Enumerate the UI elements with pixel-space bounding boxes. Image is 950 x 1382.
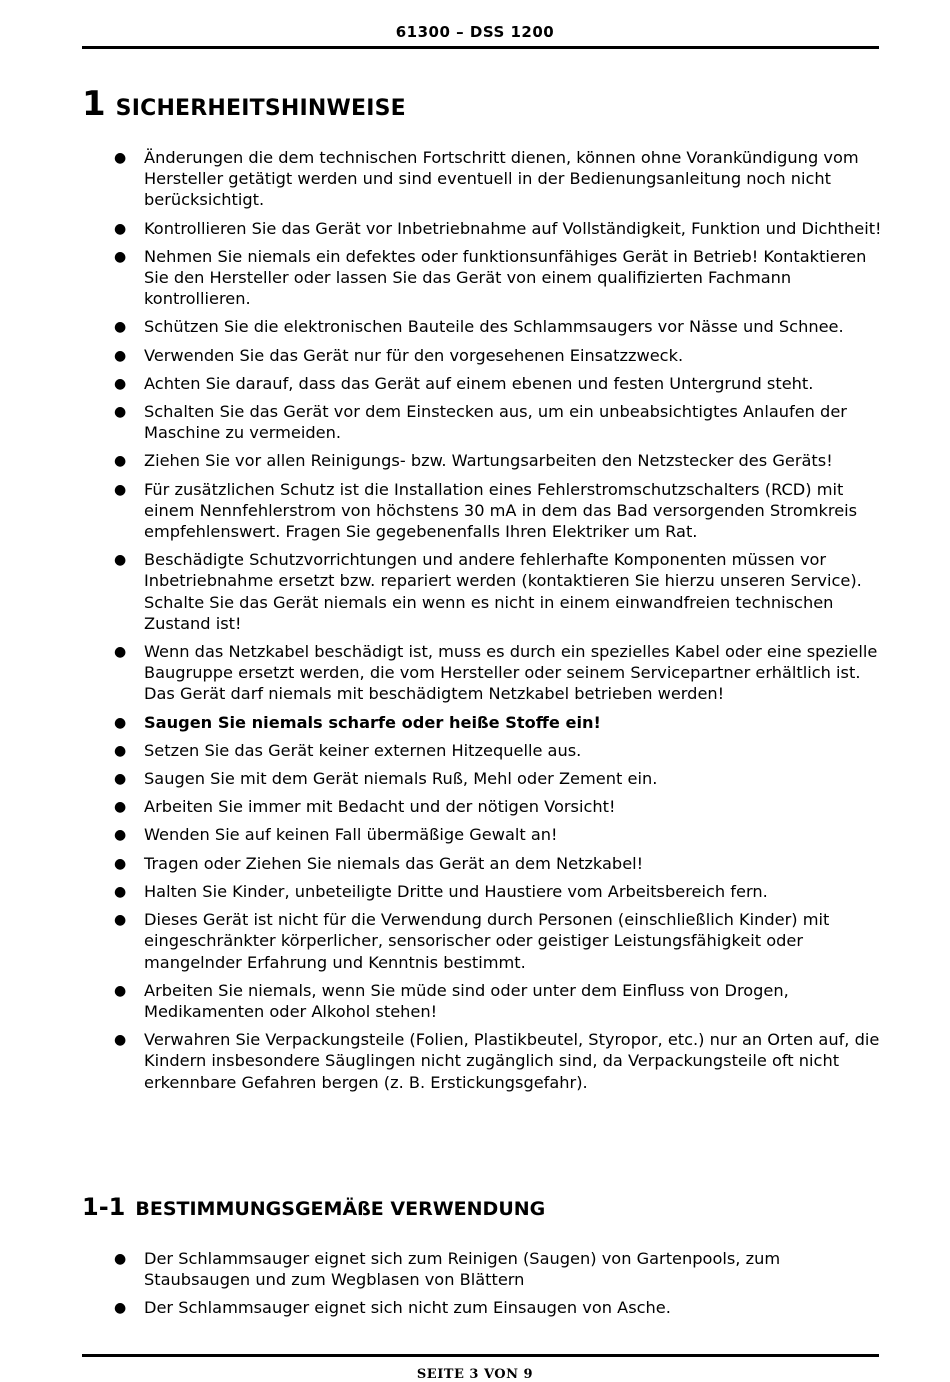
list-item-warning: ● Saugen Sie niemals scharfe oder heiße Stoffe ein!: [82, 712, 882, 733]
list-item: ● Halten Sie Kinder, unbeteiligte Dritte und Haustiere vom Arbeitsbereich fern.: [82, 881, 882, 902]
bullet-icon: ●: [114, 347, 127, 364]
bullet-icon: ●: [114, 982, 127, 999]
list-item: ● Tragen oder Ziehen Sie niemals das Gerät an dem Netzkabel!: [82, 853, 882, 874]
list-item: ● Achten Sie darauf, dass das Gerät auf einem ebenen und festen Untergrund steht.: [82, 373, 882, 394]
list-item: ● Kontrollieren Sie das Gerät vor Inbetriebnahme auf Vollständigkeit, Funktion und Dichtheit!: [82, 218, 882, 239]
section-title: SICHERHEITSHINWEISE: [115, 96, 406, 121]
bullet-icon: ●: [114, 771, 127, 788]
section-number: 1: [82, 84, 106, 124]
list-item: ● Verwenden Sie das Gerät nur für den vorgesehenen Einsatzzweck.: [82, 345, 882, 366]
page-number: SEITE 3 VON 9: [416, 1367, 534, 1382]
header-rule: [82, 46, 879, 49]
subsection-number: 1-1: [82, 1193, 126, 1221]
list-item: ● Änderungen die dem technischen Fortschritt dienen, können ohne Vorankündigung vom Hersteller getätigt werden und sind eventuell in der Bedienungsanleitung noch nicht berücksichtigt.: [114, 148, 859, 210]
list-item: ● Saugen Sie mit dem Gerät niemals Ruß, Mehl oder Zement ein.: [82, 768, 882, 789]
bullet-icon: ●: [114, 248, 127, 265]
bullet-icon: ●: [114, 799, 127, 816]
section-heading: [82, 84, 406, 124]
list-item: ● Arbeiten Sie immer mit Bedacht und der nötigen Vorsicht!: [82, 796, 882, 817]
bullet-icon: ●: [114, 827, 127, 844]
safety-list: [82, 147, 882, 1100]
list-item: ● Schützen Sie die elektronischen Bauteile des Schlammsaugers vor Nässe und Schnee.: [82, 316, 882, 337]
bullet-icon: ●: [114, 375, 127, 392]
list-item: ● Beschädigte Schutzvorrichtungen und andere fehlerhafte Komponenten müssen vor Inbetriebnahme ersetzt bzw. repariert werden (kontaktieren Sie hierzu unseren Service). Schalte Sie das Gerät niemals ein wenn es nicht in einem einwandfreien technischen Zustand ist!: [114, 550, 862, 633]
bullet-icon: ●: [114, 912, 127, 929]
usage-list: [82, 1248, 882, 1326]
footer-rule: [82, 1354, 879, 1357]
bullet-icon: ●: [114, 150, 127, 166]
list-item: ● Wenden Sie auf keinen Fall übermäßige Gewalt an!: [82, 824, 882, 845]
bullet-icon: ●: [114, 1251, 127, 1267]
list-item: ● Arbeiten Sie niemals, wenn Sie müde sind oder unter dem Einfluss von Drogen, Medikamenten oder Alkohol stehen!: [114, 980, 789, 1021]
bullet-icon: ●: [114, 714, 127, 731]
bullet-icon: ●: [114, 1032, 127, 1049]
list-item: ● Nehmen Sie niemals ein defektes oder funktionsunfähiges Gerät in Betrieb! Kontaktieren Sie den Hersteller oder lassen Sie das Gerät von einem qualifizierten Fachmann kontrollieren.: [114, 246, 867, 309]
list-item: ● Der Schlammsauger eignet sich nicht zum Einsaugen von Asche.: [82, 1297, 882, 1318]
list-item: ● Für zusätzlichen Schutz ist die Installation eines Fehlerstromschutzschalters (RCD) mit einem Nennfehlerstrom von höchstens 30 mA in dem das Bad versorgenden Stromkreis empfehlenswert. Fragen Sie gegebenenfalls Ihren Elektriker um Rat.: [114, 479, 858, 542]
bullet-icon: ●: [114, 742, 127, 759]
list-item: ● Der Schlammsauger eignet sich zum Reinigen (Saugen) von Gartenpools, zum Staubsaugen und zum Wegblasen von Blättern: [114, 1249, 781, 1290]
bullet-icon: ●: [114, 453, 127, 470]
bullet-icon: ●: [114, 481, 127, 498]
list-item: ● Setzen Sie das Gerät keiner externen Hitzequelle aus.: [82, 740, 882, 761]
list-item: ● Dieses Gerät ist nicht für die Verwendung durch Personen (einschließlich Kinder) mit eingeschränkter körperlicher, sensorischer oder geistiger Leistungsfähigkeit oder mangelnder Erfahrung und Kenntnis bestimmt.: [114, 910, 830, 972]
list-item: ● Verwahren Sie Verpackungsteile (Folien, Plastikbeutel, Styropor, etc.) nur an Orten auf, die Kindern insbesondere Säuglingen nicht zugänglich sind, da Verpackungsteile oft nicht erkennbare Gefahren bergen (z. B. Erstickungsgefahr).: [114, 1030, 880, 1092]
subsection-heading: [82, 1193, 545, 1221]
list-item: ● Ziehen Sie vor allen Reinigungs- bzw. Wartungsarbeiten den Netzstecker des Geräts!: [82, 450, 882, 471]
list-item: ● Wenn das Netzkabel beschädigt ist, muss es durch ein spezielles Kabel oder eine spezielle Baugruppe ersetzt werden, die vom Hersteller oder seinem Servicepartner erhältlich ist. Das Gerät darf niemals mit beschädigtem Netzkabel betrieben werden!: [114, 642, 878, 704]
bullet-icon: ●: [114, 220, 127, 237]
bullet-icon: ●: [114, 883, 127, 900]
bullet-icon: ●: [114, 552, 127, 569]
bullet-icon: ●: [114, 404, 127, 421]
subsection-title: BESTIMMUNGSGEMÄßE VERWENDUNG: [135, 1198, 546, 1220]
bullet-icon: ●: [114, 1300, 127, 1317]
list-item: ● Schalten Sie das Gerät vor dem Einstecken aus, um ein unbeabsichtigtes Anlaufen der Maschine zu vermeiden.: [114, 402, 847, 443]
bullet-icon: ●: [114, 855, 127, 872]
page-header: 61300 – DSS 1200: [395, 23, 555, 41]
bullet-icon: ●: [114, 319, 127, 336]
bullet-icon: ●: [114, 644, 127, 661]
